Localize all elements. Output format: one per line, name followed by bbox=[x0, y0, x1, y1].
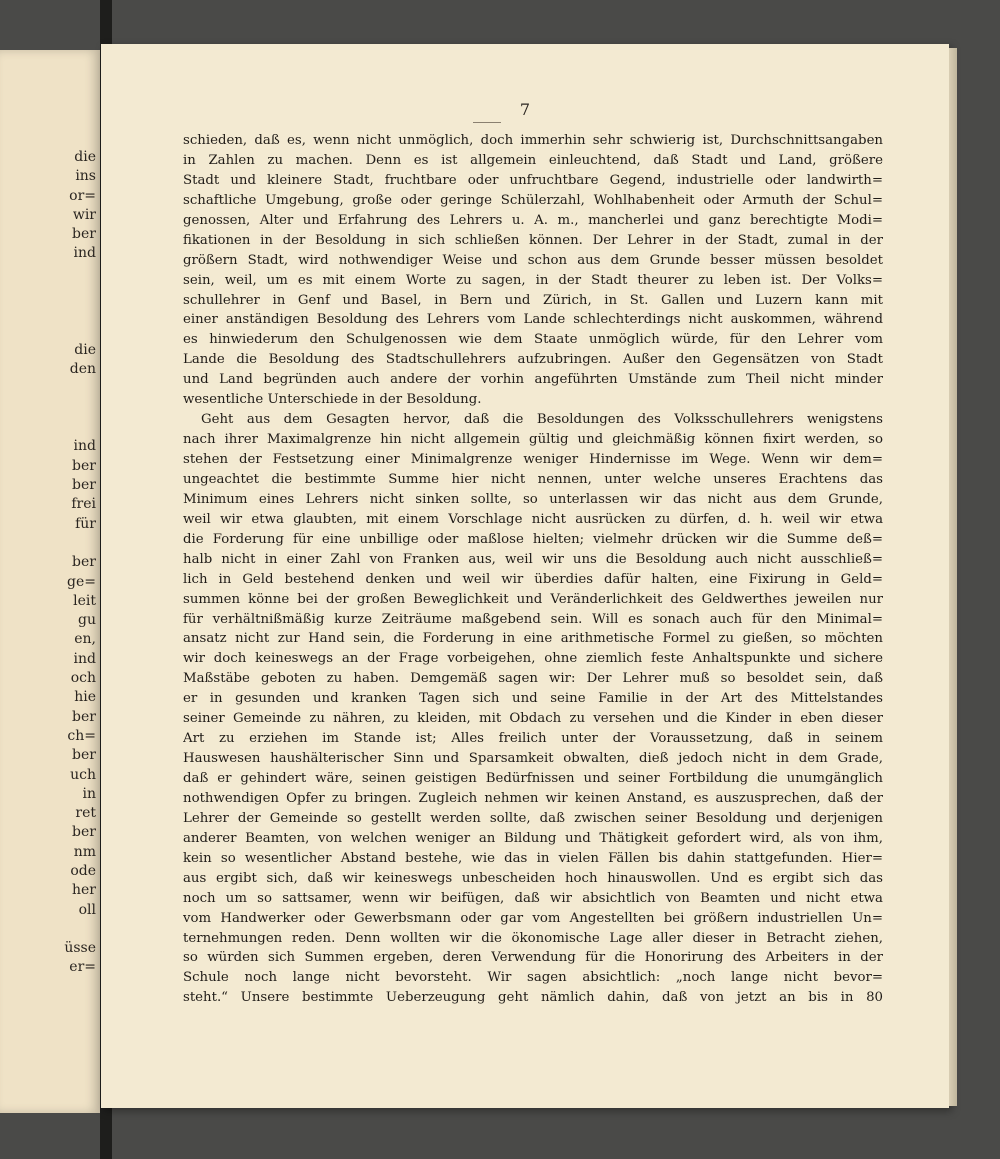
left-fragment-line: ode bbox=[70, 862, 96, 879]
text-line: größern Stadt, wird nothwendiger Weise und schon aus dem Grunde besser müssen besoldet bbox=[183, 252, 883, 268]
text-line: steht.“ Unsere bestimmte Ueberzeugung geht nämlich dahin, daß von jetzt an bis in 80 bbox=[183, 990, 883, 1006]
text-line: sein, weil, um es mit einem Worte zu sagen, in der Stadt theurer zu leben ist. Der Volks= bbox=[183, 272, 883, 288]
text-line: Lehrer der Gemeinde so gestellt werden sollte, daß zwischen seiner Besoldung und derjenigen bbox=[183, 810, 883, 826]
page-number-rule bbox=[473, 122, 501, 123]
text-line: summen könne bei der großen Beweglichkeit und Veränderlichkeit des Geldwerthes jeweilen nur bbox=[183, 591, 883, 607]
text-line: Minimum eines Lehrers nicht sinken sollte, so unterlassen wir das nicht aus dem Grunde, bbox=[183, 491, 883, 507]
left-fragment-line: or= bbox=[69, 187, 96, 204]
text-line: Stadt und kleinere Stadt, fruchtbare oder unfruchtbare Gegend, industrielle oder landwirth= bbox=[183, 172, 883, 188]
left-fragment-line bbox=[64, 302, 96, 321]
left-fragment-line bbox=[64, 264, 96, 283]
text-line: Maßstäbe geboten zu haben. Demgemäß sagen wir: Der Lehrer muß so besoldet sein, daß bbox=[183, 671, 883, 687]
text-line: stehen der Festsetzung einer Minimalgrenze weniger Hindernisse im Wege. Wenn wir dem= bbox=[183, 452, 883, 467]
text-line: die Forderung für eine unbillige oder maßlose hielten; vielmehr drücken wir die Summe deß= bbox=[183, 531, 883, 547]
text-line: wesentliche Unterschiede in der Besoldung. bbox=[183, 392, 482, 408]
left-fragment-line: leit bbox=[73, 592, 96, 609]
left-fragment-line: wir bbox=[72, 206, 96, 223]
left-fragment-line: ch= bbox=[67, 727, 96, 744]
left-page bbox=[0, 50, 100, 1113]
left-fragment-line bbox=[64, 920, 96, 939]
left-fragment-line: ind bbox=[73, 245, 96, 262]
left-fragment-line: die bbox=[74, 341, 96, 358]
text-line: Geht aus dem Gesagten hervor, daß die Besoldungen des Volksschullehrers wenigstens bbox=[201, 412, 883, 428]
left-fragment-line: ber bbox=[72, 477, 96, 494]
left-fragment-line: nm bbox=[73, 843, 96, 860]
text-line: aus ergibt sich, daß wir keineswegs unbescheiden hoch hinauswollen. Und es ergibt sich das bbox=[183, 870, 883, 886]
left-fragment-line: oll bbox=[78, 901, 96, 918]
left-fragment-line: gu bbox=[78, 612, 96, 629]
text-line: schullehrer in Genf und Basel, in Bern und Zürich, in St. Gallen und Luzern kann mit bbox=[183, 292, 883, 308]
text-line: halb nicht in einer Zahl von Franken aus, weil wir uns die Besoldung auch nicht ausschließ= bbox=[183, 551, 883, 567]
text-line: für verhältnißmäßig kurze Zeiträume maßgebend sein. Will es sonach auch für den Minimal= bbox=[183, 611, 883, 627]
text-line: anderer Beamten, von welchen weniger an Bildung und Thätigkeit gefordert wird, als von ihm, bbox=[183, 830, 883, 846]
text-line: weil wir etwa glaubten, mit einem Vorschlage nicht ausrücken zu dürfen, d. h. weil wir etwa bbox=[183, 511, 883, 527]
text-line: Schule noch lange nicht bevorsteht. Wir sagen absichtlich: „noch lange nicht bevor= bbox=[183, 970, 883, 986]
text-line: ternehmungen reden. Denn wollten wir die ökonomische Lage aller dieser in Betracht ziehen, bbox=[183, 930, 883, 946]
text-line: Art zu erziehen im Stande ist; Alles freilich unter der Voraussetzung, daß in seinem bbox=[183, 731, 883, 747]
left-fragment-line: ret bbox=[75, 805, 96, 822]
text-line: ansatz nicht zur Hand sein, die Forderung in eine arithmetische Formel zu gießen, so möchten bbox=[183, 631, 883, 647]
body-text bbox=[183, 131, 883, 1008]
left-fragment-line: och bbox=[70, 670, 96, 687]
left-fragment-line bbox=[64, 418, 96, 437]
text-line: Lande die Besoldung des Stadtschullehrers aufzubringen. Außer den Gegensätzen von Stadt bbox=[183, 352, 883, 368]
left-fragment-line: den bbox=[69, 361, 96, 378]
left-fragment-line: ge= bbox=[67, 573, 96, 590]
left-page-text-fragments bbox=[64, 148, 96, 978]
text-line: vom Handwerker oder Gewerbsmann oder gar vom Angestellten bei größern industriellen Un= bbox=[183, 910, 883, 926]
text-line: und Land begründen auch andere der vorhin angeführten Umstände zum Theil nicht minder bbox=[183, 372, 883, 388]
text-line: in Zahlen zu machen. Denn es ist allgemein einleuchtend, daß Stadt und Land, größere bbox=[183, 152, 883, 168]
left-fragment-line: ber bbox=[72, 457, 96, 474]
left-fragment-line: ber bbox=[72, 824, 96, 841]
text-line: ungeachtet die bestimmte Summe hier nicht nennen, unter welche unseres Erachtens das bbox=[183, 471, 883, 487]
left-fragment-line: en, bbox=[74, 631, 96, 648]
left-fragment-line: frei bbox=[71, 496, 96, 513]
text-line: nothwendigen Opfer zu bringen. Zugleich nehmen wir keinen Anstand, es auszusprechen, daß der bbox=[183, 790, 883, 806]
left-fragment-line bbox=[64, 283, 96, 302]
left-fragment-line bbox=[64, 534, 96, 553]
left-fragment-line: ber bbox=[72, 747, 96, 764]
text-line: Hauswesen haushälterischer Sinn und Sparsamkeit obwalten, dieß jedoch nicht in dem Grade, bbox=[183, 751, 883, 767]
text-line: seiner Gemeinde zu nähren, zu kleiden, mit Obdach zu versehen und die Kinder in eben dieser bbox=[183, 711, 883, 727]
text-line: fikationen in der Besoldung in sich schließen können. Der Lehrer in der Stadt, zumal in der bbox=[183, 232, 883, 248]
left-fragment-line: ber bbox=[72, 554, 96, 571]
text-line: er in gesunden und kranken Tagen sich und seine Familie in der Art des Mittelstandes bbox=[183, 691, 883, 707]
left-fragment-line: her bbox=[72, 882, 96, 899]
text-line: schaftliche Umgebung, große oder geringe Schülerzahl, Wohlhabenheit oder Armuth der Schul= bbox=[183, 192, 883, 208]
left-fragment-line: er= bbox=[69, 959, 96, 976]
right-page bbox=[101, 44, 949, 1108]
left-fragment-line bbox=[64, 399, 96, 418]
left-fragment-line: hie bbox=[74, 689, 96, 706]
left-fragment-line: ber bbox=[72, 226, 96, 243]
text-line: noch um so sattsamer, wenn wir beifügen, daß wir absichtlich von Beamten und nicht etwa bbox=[183, 890, 883, 906]
left-fragment-line bbox=[64, 380, 96, 399]
left-fragment-line: ber bbox=[72, 708, 96, 725]
page-number: 7 bbox=[519, 100, 531, 119]
text-line: so würden sich Summen ergeben, deren Verwendung für die Honorirung des Arbeiters in der bbox=[183, 950, 883, 966]
left-fragment-line: ind bbox=[73, 650, 96, 667]
text-line: es hinwiederum den Schulgenossen wie dem Staate unmöglich würde, für den Lehrer vom bbox=[183, 332, 883, 348]
left-fragment-line: ind bbox=[73, 438, 96, 455]
text-line: schieden, daß es, wenn nicht unmöglich, doch immerhin sehr schwierig ist, Durchschnittsangaben bbox=[183, 133, 883, 148]
left-fragment-line: uch bbox=[70, 766, 96, 783]
text-line: kein so wesentlicher Abstand bestehe, wie das in vielen Fällen bis dahin stattgefunden. Hier= bbox=[183, 850, 883, 866]
left-fragment-line bbox=[64, 322, 96, 341]
text-line: genossen, Alter und Erfahrung des Lehrers u. A. m., mancherlei und ganz berechtigte Modi= bbox=[183, 212, 883, 228]
left-fragment-line: für bbox=[75, 515, 96, 532]
text-line: daß er gehindert wäre, seinen geistigen Bedürfnissen und seiner Fortbildung die unumgänglich bbox=[183, 771, 883, 786]
left-fragment-line: die bbox=[74, 149, 96, 165]
left-fragment-line: ins bbox=[75, 168, 96, 185]
text-line: lich in Geld bestehend denken und weil wir überdies dafür halten, eine Fixirung in Geld= bbox=[183, 571, 883, 587]
text-line: wir doch keineswegs an der Frage vorbeigehen, ohne ziemlich feste Anhaltspunkte und sichere bbox=[183, 651, 883, 667]
left-fragment-line: in bbox=[82, 785, 96, 802]
text-line: einer anständigen Besoldung des Lehrers vom Lande schlechterdings nicht auskommen, während bbox=[183, 312, 883, 328]
left-fragment-line: üsse bbox=[64, 940, 96, 957]
text-line: nach ihrer Maximalgrenze hin nicht allgemein gültig und gleichmäßig können fixirt werden, so bbox=[183, 432, 883, 448]
